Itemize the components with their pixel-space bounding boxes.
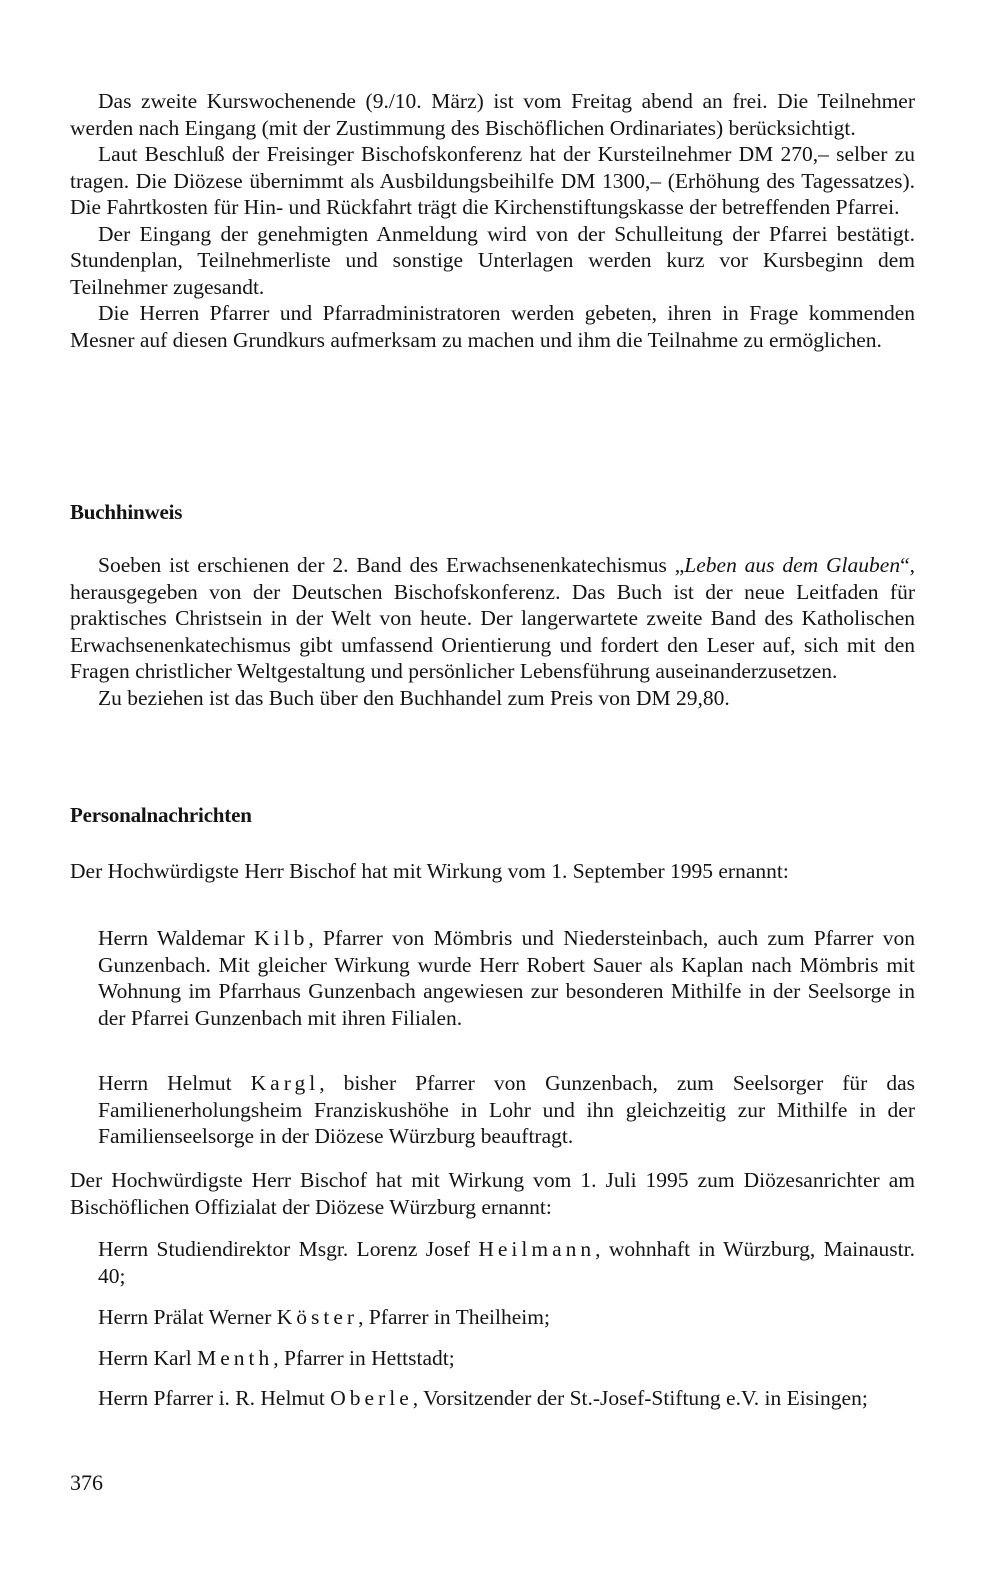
person-name: Oberle — [330, 1386, 413, 1410]
text-span: , Pfarrer in Hettstadt; — [273, 1346, 455, 1370]
text-span: “, herausgegeben von der Deutschen Bischofskonferenz. Das Buch ist der neue Leitfaden für praktisches Christsein in der Welt von heute. Der langerwartete zweite Band des Katholischen Erwachsenenkatechismus gibt umfassend Orientierung und fordert den Leser auf, sich mit den Fragen christlicher Weltgestaltung und persönlicher Lebensführung auseinanderzusetzen. — [70, 553, 915, 683]
paragraph: Der Hochwürdigste Herr Bischof hat mit Wirkung vom 1. September 1995 ernannt: — [70, 859, 789, 883]
section-heading: Buchhinweis — [70, 500, 183, 524]
text-span: , Pfarrer in Theilheim; — [358, 1305, 550, 1329]
text-span: Herrn Karl — [98, 1346, 198, 1370]
text-span: Soeben ist erschienen der 2. Band des Erwachsenenkatechismus „ — [98, 553, 685, 577]
appointment-entry — [98, 1385, 915, 1412]
text-span: Herrn Pfarrer i. R. Helmut — [98, 1386, 331, 1410]
person-name: Menth — [197, 1346, 274, 1370]
paragraph — [98, 1304, 915, 1331]
text-span: Herrn Waldemar — [98, 926, 255, 950]
text-span: , bisher Pfarrer von Gunzenbach, zum Seelsorger für das Familienerholungsheim Franziskushöhe in Lohr und ihn gleichzeitig zur Mithilfe in der Familienseelsorge in der Diözese Würzburg beauftragt. — [98, 1071, 915, 1148]
page-number: 376 — [70, 1470, 103, 1495]
paragraph: Der Eingang der genehmigten Anmeldung wird von der Schulleitung der Pfarrei bestätigt. Stundenplan, Teilnehmerliste und sonstige Unterlagen werden kurz vor Kursbeginn dem Teilnehmer zugesandt. — [70, 221, 915, 299]
book-notice — [70, 552, 915, 711]
paragraph: Zu beziehen ist das Buch über den Buchhandel zum Preis von DM 29,80. — [98, 685, 730, 710]
paragraph — [98, 1345, 915, 1372]
paragraph: Das zweite Kurswochenende (9./10. März) ist vom Freitag abend an frei. Die Teilnehmer werden nach Eingang (mit der Zustimmung des Bischöflichen Ordinariates) berücksichtigt. — [70, 89, 915, 140]
section-heading: Personalnachrichten — [70, 803, 252, 827]
person-name: Köster — [276, 1305, 359, 1329]
paragraph — [98, 925, 915, 1031]
paragraph — [98, 1385, 915, 1412]
paragraph: Der Hochwürdigste Herr Bischof hat mit Wirkung vom 1. Juli 1995 zum Diözesanrichter am Bischöflichen Offizialat der Diözese Würzburg ernannt: — [70, 1168, 915, 1219]
intro-section — [70, 88, 915, 353]
announcement-intro — [70, 858, 915, 885]
appointment-entry — [98, 1304, 915, 1331]
text-span: , wohnhaft in Würzburg, Mainaustr. 40; — [98, 1237, 915, 1288]
paragraph: Laut Beschluß der Freisinger Bischofskonferenz hat der Kursteilnehmer DM 270,– selber zu tragen. Die Diözese übernimmt als Ausbildungsbeihilfe DM 1300,– (Erhöhung des Tagessatzes). Die Fahrtkosten für Hin- und Rückfahrt trägt die Kirchenstiftungskasse der betreffenden Pfarrei. — [70, 142, 915, 219]
paragraph — [98, 1236, 915, 1289]
appointment-entry — [98, 925, 915, 1031]
person-name: Kargl — [250, 1071, 320, 1095]
person-name: Heilmann — [478, 1237, 596, 1261]
paragraph — [70, 552, 915, 685]
text-span: Herrn Studiendirektor Msgr. Lorenz Josef — [98, 1237, 479, 1261]
book-title: Leben aus dem Glauben — [684, 553, 901, 577]
appointment-entry — [98, 1345, 915, 1372]
announcement-intro — [70, 1167, 915, 1220]
paragraph: Die Herren Pfarrer und Pfarradministratoren werden gebeten, ihren in Frage kommenden Mesner auf diesen Grundkurs aufmerksam zu machen und ihm die Teilnahme zu ermöglichen. — [70, 301, 915, 352]
paragraph — [98, 1070, 915, 1150]
appointment-entry — [98, 1236, 915, 1289]
person-name: Kilb — [254, 926, 309, 950]
text-span: Herrn Helmut — [98, 1071, 251, 1095]
text-span: , Pfarrer von Mömbris und Niedersteinbach, auch zum Pfarrer von Gunzenbach. Mit gleicher Wirkung wurde Herr Robert Sauer als Kaplan nach Mömbris mit Wohnung im Pfarrhaus Gunzenbach angewiesen zur besonderen Mithilfe in der Seelsorge in der Pfarrei Gunzenbach mit ihren Filialen. — [98, 926, 915, 1030]
appointment-entry — [98, 1070, 915, 1150]
text-span: , Vorsitzender der St.-Josef-Stiftung e.V. in Eisingen; — [412, 1386, 868, 1410]
text-span: Herrn Prälat Werner — [98, 1305, 277, 1329]
